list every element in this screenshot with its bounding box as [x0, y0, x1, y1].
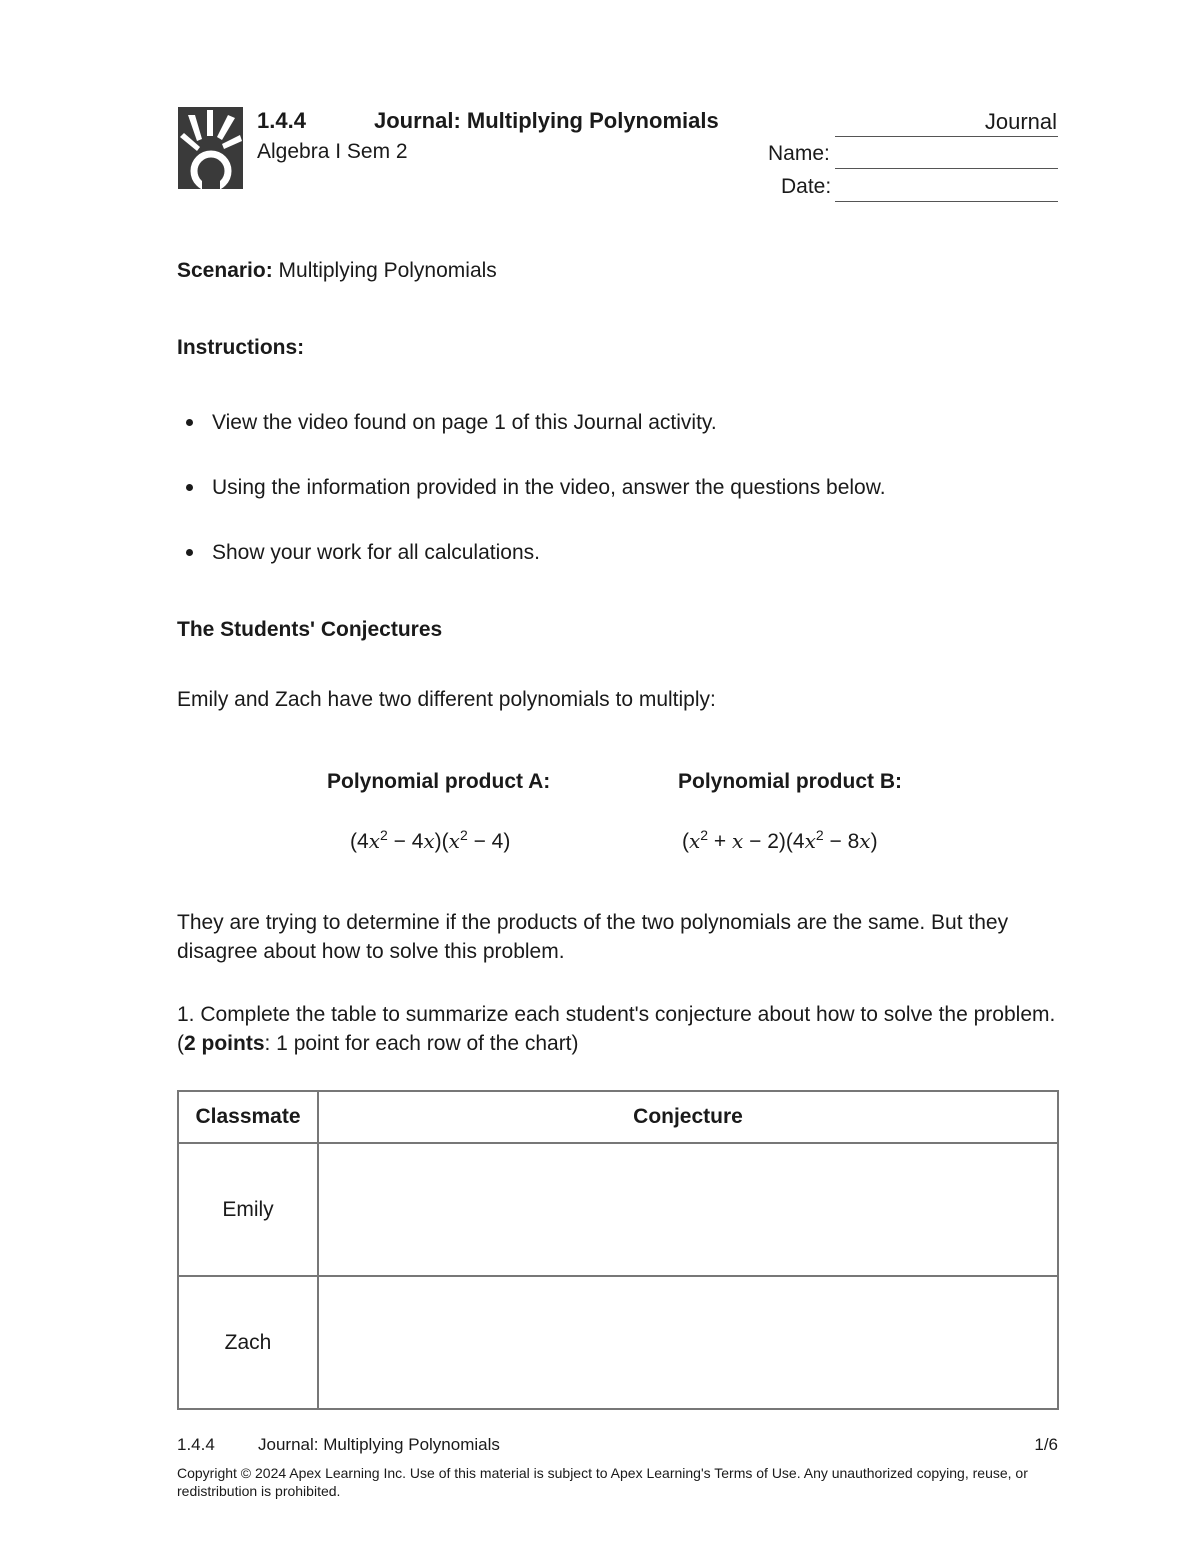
date-label: Date:	[781, 175, 832, 198]
table-row	[178, 1276, 1058, 1409]
apex-learning-logo-icon	[178, 107, 243, 189]
points-label: 2 points	[184, 1032, 265, 1055]
product-b-expression: $(x^2 + x - 2)(4x^2 - 8x)$	[682, 827, 878, 853]
bullet-icon	[186, 484, 193, 491]
classmate-cell: Zach	[178, 1276, 318, 1409]
list-item	[183, 473, 886, 538]
question-1	[177, 1000, 1062, 1058]
question-1-prefix: 1. Complete the table to summarize each student's conjecture about how to solve the problem. (	[177, 1003, 1056, 1055]
product-a-label: Polynomial product A:	[327, 770, 551, 793]
conjecture-table	[177, 1090, 1059, 1410]
question-1-suffix: : 1 point for each row of the chart)	[264, 1032, 579, 1055]
list-item	[183, 408, 886, 473]
course-name: Algebra I Sem 2	[257, 140, 408, 163]
copyright-notice: Copyright © 2024 Apex Learning Inc. Use of this material is subject to Apex Learning's Terms of Use. Any unauthorized copying, reuse, or redistribution is prohibited.	[177, 1465, 1028, 1499]
instructions-list	[183, 408, 886, 603]
header-conjecture: Conjecture	[318, 1091, 1058, 1143]
instruction-text: Show your work for all calculations.	[212, 541, 540, 564]
list-item	[183, 538, 886, 603]
scenario-line	[177, 256, 497, 285]
table-row	[178, 1143, 1058, 1276]
section-heading: The Students' Conjectures	[177, 618, 443, 641]
problem-paragraph: They are trying to determine if the products of the two polynomials are the same. But they disagree about how to solve this problem.	[177, 911, 1009, 963]
instruction-text: Using the information provided in the video, answer the questions below.	[212, 476, 886, 499]
page-number: 1/6	[1034, 1435, 1058, 1454]
instructions-heading: Instructions:	[177, 336, 305, 359]
lesson-code: 1.4.4	[257, 108, 306, 133]
document-type: Journal	[984, 109, 1057, 134]
bullet-icon	[186, 419, 193, 426]
lesson-title: Journal: Multiplying Polynomials	[374, 108, 719, 133]
instruction-text: View the video found on page 1 of this Journal activity.	[212, 411, 717, 434]
name-field[interactable]	[835, 168, 1058, 169]
date-field[interactable]	[835, 201, 1058, 202]
header-divider	[835, 136, 1058, 137]
conjecture-cell[interactable]	[318, 1276, 1058, 1409]
footer-lesson-code: 1.4.4	[177, 1435, 215, 1454]
scenario-text: Multiplying Polynomials	[272, 259, 497, 282]
classmate-cell: Emily	[178, 1143, 318, 1276]
product-b-label: Polynomial product B:	[678, 770, 903, 793]
product-a-expression: $(4x^2 - 4x)(x^2 - 4)$	[350, 827, 511, 853]
intro-text: Emily and Zach have two different polynomials to multiply:	[177, 688, 716, 711]
bullet-icon	[186, 549, 193, 556]
name-label: Name:	[768, 142, 830, 165]
table-header-row	[178, 1091, 1058, 1143]
footer-lesson-title: Journal: Multiplying Polynomials	[258, 1435, 500, 1454]
conjecture-cell[interactable]	[318, 1143, 1058, 1276]
scenario-label: Scenario:	[177, 259, 273, 282]
header-classmate: Classmate	[178, 1091, 318, 1143]
